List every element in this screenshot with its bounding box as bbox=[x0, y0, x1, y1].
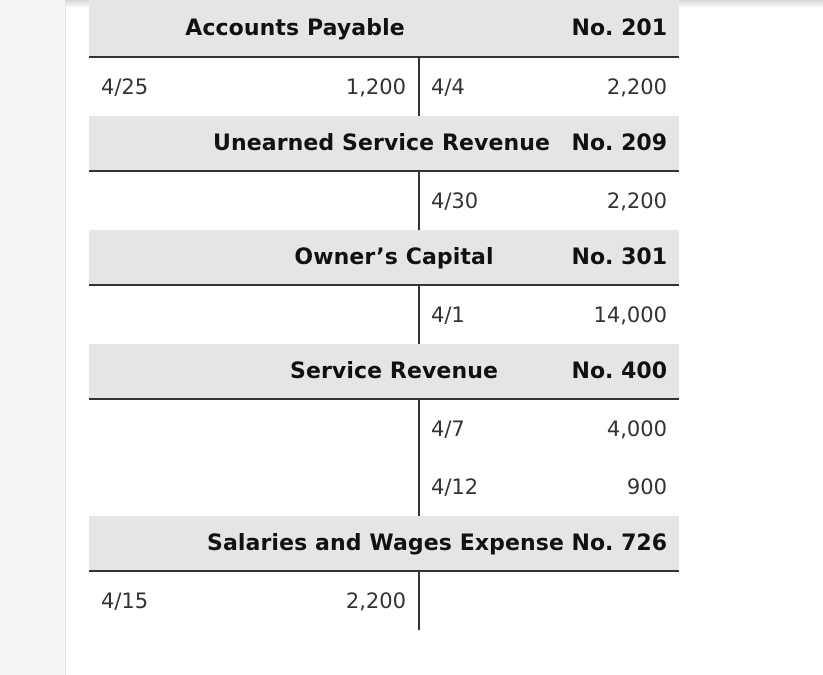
credit-amount: 2,200 bbox=[606, 189, 667, 213]
account-number: No. 201 bbox=[571, 15, 667, 41]
account-number: No. 400 bbox=[571, 358, 667, 384]
debit-date: 4/15 bbox=[101, 589, 149, 613]
left-gutter bbox=[0, 0, 66, 675]
account-header-salaries-and-wages-expense bbox=[89, 516, 679, 572]
account-title: Unearned Service Revenue bbox=[213, 130, 551, 156]
t-account-ledger bbox=[89, 0, 679, 630]
account-header-accounts-payable bbox=[89, 0, 679, 58]
ledger-row bbox=[89, 572, 679, 630]
account-title: Owner’s Capital bbox=[294, 244, 494, 270]
credit-date: 4/12 bbox=[431, 475, 479, 499]
account-header-service-revenue bbox=[89, 344, 679, 400]
credit-date: 4/7 bbox=[431, 417, 465, 441]
credit-amount: 2,200 bbox=[606, 75, 667, 99]
account-number: No. 301 bbox=[571, 244, 667, 270]
account-header-unearned-service-revenue bbox=[89, 116, 679, 172]
debit-amount: 2,200 bbox=[345, 589, 406, 613]
credit-amount: 4,000 bbox=[606, 417, 667, 441]
account-header-owners-capital bbox=[89, 230, 679, 286]
credit-date: 4/4 bbox=[431, 75, 465, 99]
ledger-row bbox=[89, 286, 679, 344]
account-number: No. 209 bbox=[571, 130, 667, 156]
credit-date: 4/30 bbox=[431, 189, 479, 213]
account-title: Salaries and Wages Expense bbox=[207, 530, 564, 556]
debit-amount: 1,200 bbox=[345, 75, 406, 99]
credit-amount: 14,000 bbox=[593, 303, 667, 327]
ledger-row bbox=[89, 400, 679, 458]
debit-date: 4/25 bbox=[101, 75, 149, 99]
account-number: No. 726 bbox=[571, 530, 667, 556]
account-title: Accounts Payable bbox=[185, 15, 405, 41]
credit-amount: 900 bbox=[626, 475, 667, 499]
credit-date: 4/1 bbox=[431, 303, 465, 327]
ledger-row bbox=[89, 458, 679, 516]
ledger-row bbox=[89, 58, 679, 116]
account-title: Service Revenue bbox=[290, 358, 498, 384]
ledger-row bbox=[89, 172, 679, 230]
